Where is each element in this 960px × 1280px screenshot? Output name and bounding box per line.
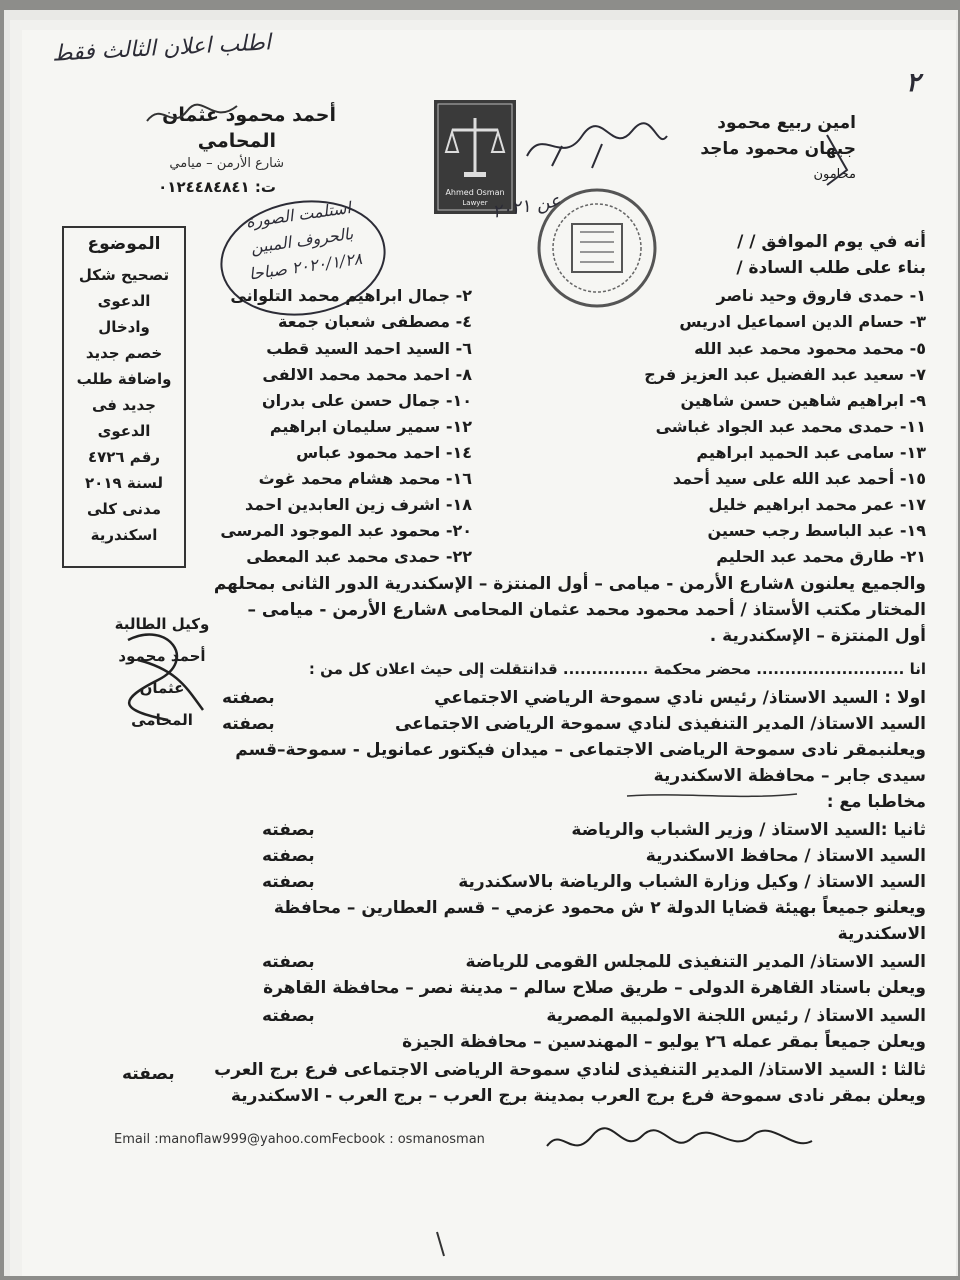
capacity-label: بصفته [122,1064,175,1084]
notice-line: السيد الاستاذ/ المدير التنفيذى للمجلس القومى للرياضة [465,952,926,972]
right-name-2: جيهان محمود ماجد [700,139,856,159]
handwritten-scribble-right [522,116,672,176]
handwritten-top-note: اطلب اعلان الثالث فقط [51,30,272,67]
subject-line: لسنة ٢٠١٩ [85,474,163,492]
capacity-label: بصفته [262,846,315,866]
stamp-note-line-2: بالحروف المبين [249,223,355,258]
party-left: ٢- جمال ابراهيم محمد التلوانى [230,286,472,305]
party-right: ١٥- أحمد عبد الله على سيد أحمد [672,469,926,488]
footer-email: Email :manoflaw999@yahoo.comFecbook : osmanosman [114,1132,485,1147]
party-right: ١٣- سامى عبد الحميد ابراهيم [696,443,926,462]
logo-text-name: Ahmed Osman [445,188,505,197]
agent-line: وكيل الطالبة [114,615,210,633]
subject-line: واضافة طلب [76,370,172,388]
party-left: ١٦- محمد هشام محمد غوث [258,469,472,488]
agent-signature-scribble [108,620,218,730]
bailiff-line: انا .......................... محضر محكمة ............... قدانتقلت إلى حيث اعلان كل من : [308,660,926,678]
subject-line: الدعوى وادخال [97,292,151,336]
lawyer-title: المحامي [197,130,276,152]
capacity-label: بصفته [262,952,315,972]
notice-line: السيد الاستاذ/ المدير التنفيذى لنادي سموحة الرياضى الاجتماعى [394,714,926,734]
subject-line: تصحيح شكل [78,266,170,284]
subject-line: جديد فى الدعوى [92,396,156,440]
residence-line: والجميع يعلنون ٨شارع الأرمن - ميامى – أول المنتزة – الإسكندرية الدور الثانى بمحلهم [213,574,926,594]
lawyer-phone: ت: ٠١٢٤٤٨٤٨٤١ [158,178,276,196]
address-line: ويعلن جميعاً بمقر عمله ٢٦ يوليو – المهندسين – محافظة الجيزة [402,1032,926,1052]
address-line: الاسكندرية [837,924,926,944]
capacity-label: بصفته [262,1006,315,1026]
handwritten-underline [622,790,802,802]
bottom-signature-scribble [542,1116,822,1166]
right-title: محامون [813,167,856,182]
party-right: ١٧- عمر محمد ابراهيم خليل [708,495,926,514]
address-line: ويعلنو جميعاً بهيئة قضايا الدولة ٢ ش محمود عزمي – قسم العطارين – محافظة [273,898,926,918]
party-right: ١٩- عبد الباسط رجب حسين [707,521,926,540]
residence-line: المختار مكتب الأستاذ / أحمد محمود محمد عثمان المحامى ٨شارع الأرمن - ميامى – [247,600,926,620]
agent-line: أحمد محمود عثمان [118,647,206,697]
stamp-note-line-1: استلمت الصورة [244,198,352,232]
logo-text-role: Lawyer [462,199,488,207]
party-right: ٧- سعيد عبد الفضيل عبد العزيز فرج [644,365,926,384]
signature-scribble-top [142,96,242,136]
notice-line: السيد الاستاذ / محافظ الاسكندرية [645,846,926,866]
capacity-label: بصفته [262,872,315,892]
lawyer-address: شارع الأرمن – ميامي [169,156,284,171]
address-line: ويعلن بمقر نادى سموحة فرع برج العرب بمدينة برج العرب – برج العرب - الاسكندرية [230,1086,926,1106]
party-left: ١٢- سمير سليمان ابراهيم [269,417,472,436]
party-right: ١- حمدى فاروق وحيد ناصر [716,286,926,305]
subject-line: مدنى كلى [86,500,161,518]
notice-line: السيد الاستاذ / وكيل وزارة الشباب والرياضة بالاسكندرية [458,872,926,892]
party-right: ١١- حمدى محمد عبد الجواد غباشى [655,417,926,436]
notice-line: ثانيا :السيد الاستاذ / وزير الشباب والرياضة [571,820,926,840]
party-left: ٢٠- محمود عبد الموجود المرسى [220,521,472,540]
subject-line: خصم جديد [85,344,163,362]
notice-line: السيد الاستاذ / رئيس اللجنة الاولمبية المصرية [546,1006,926,1026]
date-line: أنه في يوم الموافق / / [737,232,926,252]
stamp-note-line-3: ٢٠٢٠/١/٢٨ صباحا [247,248,364,284]
party-left: ١٤- احمد محمود عباس [296,443,472,462]
party-left: ٨- احمد محمد محمد الالفى [262,365,472,384]
subject-box [62,226,186,568]
subject-body [70,262,178,548]
agent-line: المحامى [131,711,193,729]
subject-title: الموضوع [87,234,161,254]
right-name-1: امين ربيع محمود [717,113,856,133]
law-office-logo [434,100,516,214]
lawyer-name: أحمد محمود عثمان [162,104,336,126]
residence-line: أول المنتزة – الإسكندرية . [709,626,926,646]
party-left: ٤- مصطفى شعبان جمعة [277,312,472,331]
subject-line: رقم ٤٧٢٦ [87,448,161,466]
notice-line: اولا : السيد الاستاذ/ رئيس نادي سموحة الرياضي الاجتماعي [434,688,926,708]
addressing-line: مخاطبا مع : [826,792,926,812]
party-right: ٩- ابراهيم شاهين حسن شاهين [680,391,926,410]
party-left: ٢٢- حمدى محمد عبد المعطى [246,547,472,566]
party-left: ٦- السيد احمد السيد قطب [266,339,472,358]
handwritten-right-date-note: عن ٢٠٢١ [490,190,563,223]
party-right: ٥- محمد محمود محمد عبد الله [694,339,926,358]
request-line: بناء على طلب السادة / [736,258,926,278]
legal-document-page [22,30,956,1276]
capacity-label: بصفته [222,714,275,734]
party-left: ١٠- جمال حسن على بدران [261,391,472,410]
capacity-label: بصفته [262,820,315,840]
party-left: ١٨- اشرف زين العابدين احمد [245,495,472,514]
address-line: ويعلن باستاد القاهرة الدولى – طريق صلاح سالم – مدينة نصر – محافظة القاهرة [263,978,926,998]
stray-pen-mark [432,1230,452,1260]
address-line: سيدى جابر – محافظة الاسكندرية [653,766,926,786]
capacity-label: بصفته [222,688,275,708]
bracket-mark-right [822,130,862,190]
party-right: ٣- حسام الدين اسماعيل ادريس [679,312,926,331]
party-right: ٢١- طارق محمد عبد الحليم [716,547,926,566]
notice-line: ثالثا : السيد الاستاذ/ المدير التنفيذى لنادي سموحة الرياضى الاجتماعى فرع برج العرب [214,1060,926,1080]
subject-line: اسكندرية [90,526,158,544]
address-line: ويعلنبمقر نادى سموحة الرياضى الاجتماعى – ميدان فيكتور عمانويل - سموحة–قسم [235,740,926,760]
handwritten-top-right-mark: ٢ [906,68,920,98]
